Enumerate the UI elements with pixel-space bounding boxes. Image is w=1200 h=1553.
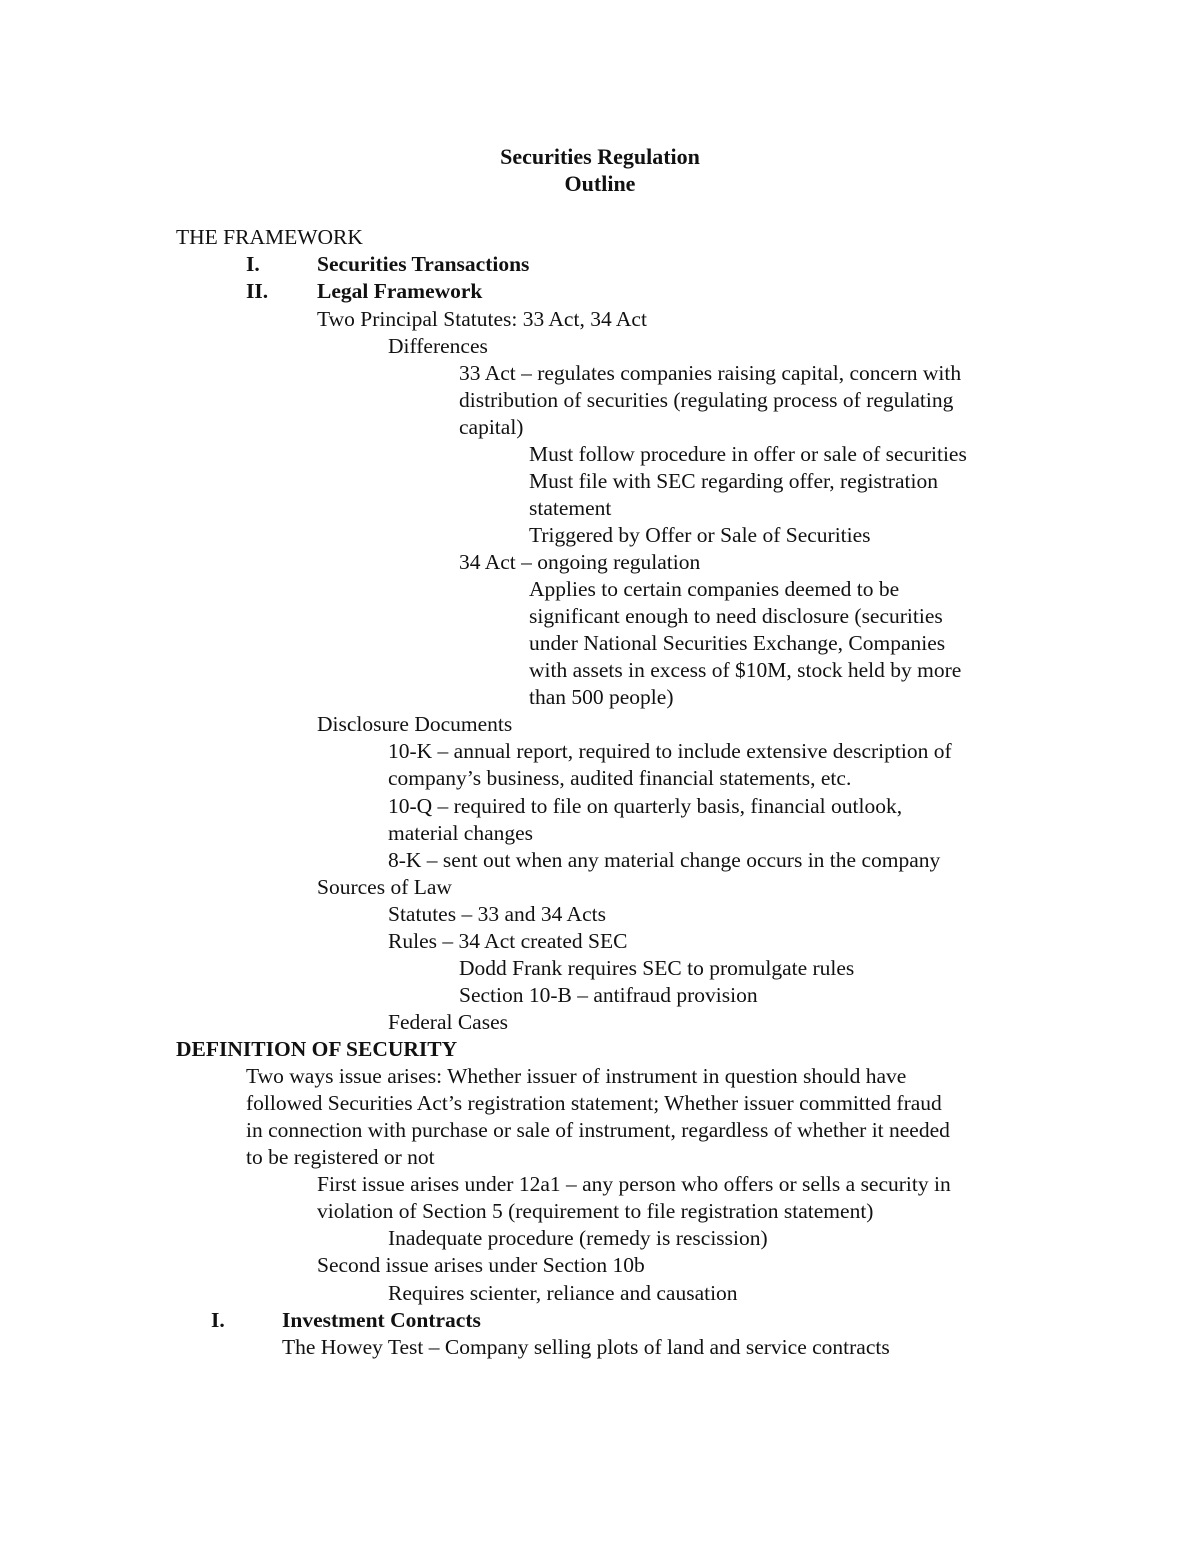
document-subtitle: Outline: [564, 171, 636, 196]
outline-line: Dodd Frank requires SEC to promulgate rules: [459, 956, 855, 980]
outline-line: 10-Q – required to file on quarterly basis, financial outlook,: [388, 794, 903, 818]
list-number: I.: [246, 252, 260, 276]
outline-line: 33 Act – regulates companies raising capital, concern with: [459, 361, 962, 385]
outline-line: with assets in excess of $10M, stock held by more: [529, 658, 962, 682]
outline-line: Must file with SEC regarding offer, registration: [529, 469, 938, 493]
outline-line: Triggered by Offer or Sale of Securities: [529, 523, 871, 547]
outline-line: First issue arises under 12a1 – any person who offers or sells a security in: [317, 1172, 951, 1196]
section-heading-framework: THE FRAMEWORK: [176, 225, 363, 249]
outline-line: Second issue arises under Section 10b: [317, 1253, 645, 1277]
outline-line: capital): [459, 415, 524, 439]
outline-line: The Howey Test – Company selling plots of land and service contracts: [282, 1335, 890, 1359]
outline-line: 10-K – annual report, required to include extensive description of: [388, 739, 952, 763]
outline-line: Federal Cases: [388, 1010, 509, 1034]
outline-line: Applies to certain companies deemed to be: [529, 577, 900, 601]
outline-line: Two Principal Statutes: 33 Act, 34 Act: [317, 307, 647, 331]
subheading-investment-contracts: Investment Contracts: [282, 1308, 481, 1332]
outline-line: Disclosure Documents: [317, 712, 513, 736]
outline-line: company’s business, audited financial statements, etc.: [388, 766, 852, 790]
outline-line: than 500 people): [529, 685, 674, 709]
outline-line: Rules – 34 Act created SEC: [388, 929, 628, 953]
outline-line: followed Securities Act’s registration statement; Whether issuer committed fraud: [246, 1091, 942, 1115]
list-number: II.: [246, 279, 269, 303]
document-title: Securities Regulation: [500, 144, 700, 169]
outline-line: Two ways issue arises: Whether issuer of instrument in question should have: [246, 1064, 907, 1088]
outline-line: Requires scienter, reliance and causation: [388, 1281, 738, 1305]
outline-line: in connection with purchase or sale of instrument, regardless of whether it needed: [246, 1118, 950, 1142]
subheading-securities-transactions: Securities Transactions: [317, 252, 530, 276]
outline-line: Inadequate procedure (remedy is rescission): [388, 1226, 768, 1250]
outline-line: violation of Section 5 (requirement to file registration statement): [317, 1199, 874, 1223]
outline-line: Must follow procedure in offer or sale of securities: [529, 442, 967, 466]
outline-line: significant enough to need disclosure (securities: [529, 604, 943, 628]
outline-line: 34 Act – ongoing regulation: [459, 550, 701, 574]
outline-line: Differences: [388, 334, 488, 358]
outline-line: to be registered or not: [246, 1145, 435, 1169]
outline-line: 8-K – sent out when any material change occurs in the company: [388, 848, 941, 872]
outline-line: under National Securities Exchange, Companies: [529, 631, 946, 655]
outline-line: Sources of Law: [317, 875, 452, 899]
outline-line: Section 10-B – antifraud provision: [459, 983, 758, 1007]
outline-line: Statutes – 33 and 34 Acts: [388, 902, 606, 926]
subheading-legal-framework: Legal Framework: [317, 279, 483, 303]
section-heading-definition: DEFINITION OF SECURITY: [176, 1037, 458, 1061]
list-number: I.: [211, 1308, 225, 1332]
outline-line: statement: [529, 496, 612, 520]
outline-line: distribution of securities (regulating process of regulating: [459, 388, 954, 412]
outline-line: material changes: [388, 821, 534, 845]
